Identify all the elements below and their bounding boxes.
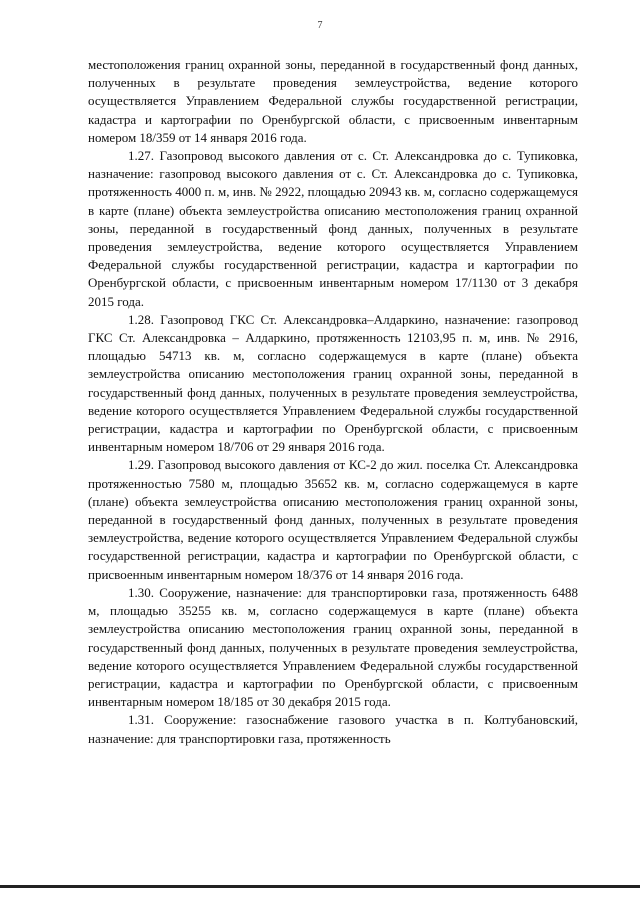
paragraph-item-1-29: 1.29. Газопровод высокого давления от КС-2 до жил. поселка Ст. Александровка протяженностью 7580 м, площадью 35652 кв. м, согласно содержащемуся в карте (плане) объекта землеустройства описанию местоположения границ охранной зоны, переданной в государственный фонд данных, полученных в результате проведения землеустройства, ведение которого осуществляется Управлением Федеральной службы государственной регистрации, кадастра и картографии по Оренбургской области, с присвоенным инвентарным номером 18/376 от 14 января 2016 года. (88, 457, 578, 582)
paragraph-item-1-31: 1.31. Сооружение: газоснабжение газового участка в п. Колтубановский, назначение: для транспортировки газа, протяженность (88, 712, 578, 746)
page-number: 7 (317, 20, 323, 31)
paragraph-item-1-30: 1.30. Сооружение, назначение: для транспортировки газа, протяженность 6488 м, площадью 35255 кв. м, согласно содержащемуся в карте (плане) объекта землеустройства описанию местоположения границ охранной зоны, переданной в государственный фонд данных, полученных в результате проведения землеустройства, ведение которого осуществляется Управлением Федеральной службы государственной регистрации, кадастра и картографии по Оренбургской области, с присвоенным инвентарным номером 18/185 от 30 декабря 2015 года. (88, 584, 578, 710)
bottom-divider (0, 885, 640, 888)
document-body (88, 56, 578, 748)
paragraph-item-1-27: 1.27. Газопровод высокого давления от с. Ст. Александровка до с. Тупиковка, назначение: газопровод высокого давления от с. Ст. Александровка до с. Тупиковка, протяженность 4000 п. м, инв. № 2922, площадью 20943 кв. м, согласно содержащемуся в карте (плане) объекта землеустройства описанию местоположения границ охранной зоны, переданной в государственный фонд данных, полученных в результате проведения землеустройства, ведение которого осуществляется Управлением Федеральной службы государственной регистрации, кадастра и картографии по Оренбургской области, с присвоенным инвентарным номером 17/1130 от 3 декабря 2015 года. (88, 148, 578, 309)
paragraph-continuation: местоположения границ охранной зоны, переданной в государственный фонд данных, полученных в результате проведения землеустройства, ведение которого осуществляется Управлением Федеральной службы государственной регистрации, кадастра и картографии по Оренбургской области, с присвоенным инвентарным номером 18/359 от 14 января 2016 года. (88, 57, 578, 145)
paragraph-item-1-28: 1.28. Газопровод ГКС Ст. Александровка–Алдаркино, назначение: газопровод ГКС Ст. Александровка – Алдаркино, протяженность 12103,95 п. м, инв. № 2916, площадью 54713 кв. м, согласно содержащемуся в карте (плане) объекта землеустройства описанию местоположения границ охранной зоны, переданной в государственный фонд данных, полученных в результате проведения землеустройства, ведение которого осуществляется Управлением Федеральной службы государственной регистрации, кадастра и картографии по Оренбургской области, с присвоенным инвентарным номером 18/706 от 29 января 2016 года. (88, 311, 578, 455)
